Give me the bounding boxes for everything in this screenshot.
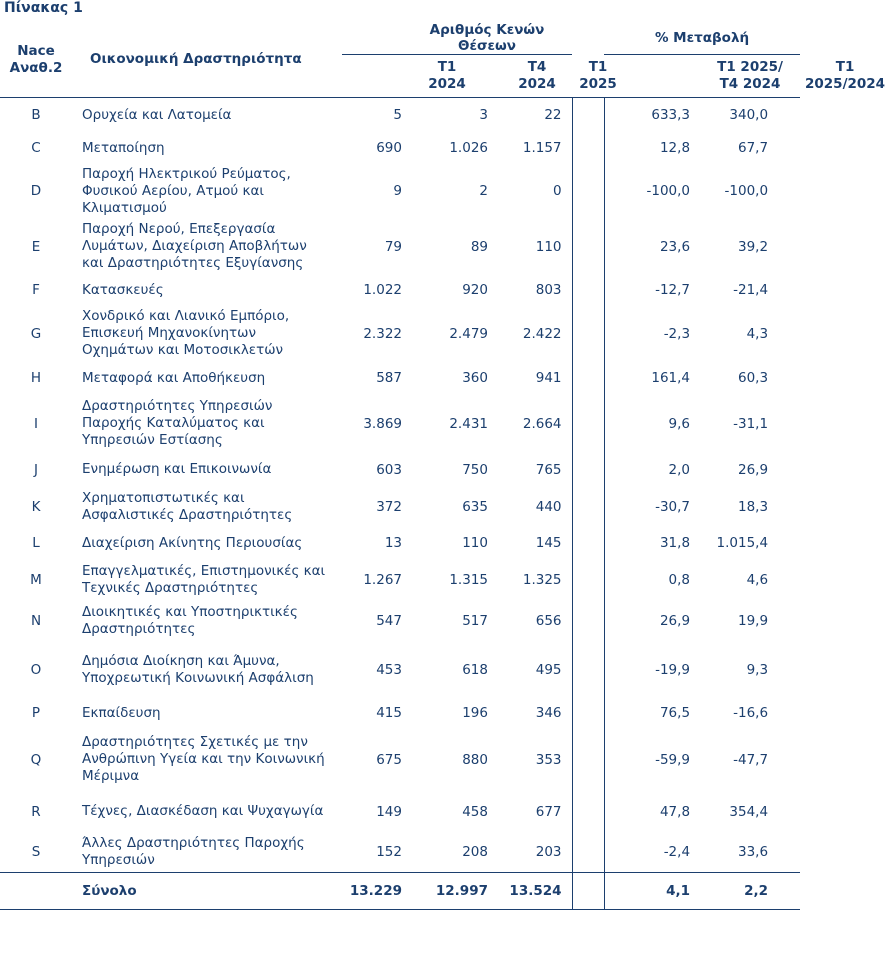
vacancies-t1-2024: 675 bbox=[376, 751, 402, 768]
nace-code: Q bbox=[30, 751, 42, 768]
nace-code: F bbox=[32, 282, 40, 298]
vacancies-t4-2024: 89 bbox=[470, 238, 488, 255]
vacancies-t1-2025: 440 bbox=[535, 498, 562, 515]
nace-code: S bbox=[31, 844, 41, 861]
vacancies-t1-2024: 9 bbox=[393, 183, 402, 199]
header-col-q-over-q: Τ1 2025/ Τ4 2024 bbox=[717, 59, 783, 92]
vacancies-t4-2024: 1.026 bbox=[449, 140, 488, 156]
column-gap bbox=[572, 164, 604, 219]
activity-name: Μεταφορά και Αποθήκευση bbox=[82, 369, 266, 386]
column-gap bbox=[572, 487, 604, 527]
table-row bbox=[0, 98, 800, 133]
table-row bbox=[0, 527, 800, 560]
table-title: Πίνακας 1 bbox=[4, 0, 83, 16]
activity-name: Μεταποίηση bbox=[82, 139, 165, 156]
vacancies-t1-2025: 353 bbox=[535, 751, 562, 768]
vacancies-t4-2024: 618 bbox=[462, 662, 488, 678]
column-gap bbox=[572, 600, 604, 643]
column-gap bbox=[572, 833, 604, 873]
table-row bbox=[0, 643, 800, 698]
activity-name: Δραστηριότητες Υπηρεσιών Παροχής Καταλύματος και Υπηρεσιών Εστίασης bbox=[82, 398, 273, 448]
header-col-t1-2024: Τ1 2024 bbox=[428, 59, 466, 92]
vacancies-t1-2024: 79 bbox=[384, 238, 402, 255]
activity-name: Άλλες Δραστηριότητες Παροχής Υπηρεσιών bbox=[82, 835, 305, 869]
vacancies-t1-2025: 1.157 bbox=[522, 140, 562, 156]
change-q-over-q: -12,7 bbox=[655, 282, 691, 298]
change-y-over-y: 26,9 bbox=[737, 461, 769, 478]
table-row bbox=[0, 133, 800, 164]
nace-code: C bbox=[31, 140, 41, 156]
change-y-over-y: 19,9 bbox=[737, 613, 769, 629]
vacancies-t1-2024: 3.869 bbox=[363, 415, 402, 432]
nace-code: B bbox=[31, 107, 41, 124]
vacancies-t1-2025: 110 bbox=[535, 238, 562, 255]
activity-name: Τέχνες, Διασκέδαση και Ψυχαγωγία bbox=[82, 803, 324, 819]
activity-name: Εκπαίδευση bbox=[82, 704, 161, 721]
header-col-t1-2025: Τ1 2025 bbox=[579, 58, 617, 92]
activity-name: Διαχείριση Ακίνητης Περιουσίας bbox=[82, 534, 303, 551]
change-q-over-q: 0,8 bbox=[668, 571, 691, 588]
activity-name: Παροχή Νερού, Επεξεργασία Λυμάτων, Διαχείριση Αποβλήτων και Δραστηριότητες Εξυγίανσης bbox=[82, 221, 307, 271]
change-q-over-q: -30,7 bbox=[655, 498, 691, 515]
column-gap bbox=[572, 362, 604, 395]
vacancies-t1-2024: 13 bbox=[384, 535, 402, 551]
vacancies-t1-2025: 941 bbox=[535, 370, 562, 386]
column-gap bbox=[572, 453, 604, 487]
nace-code: P bbox=[31, 705, 41, 721]
column-gap bbox=[572, 219, 604, 275]
total-row bbox=[0, 873, 800, 910]
header-nace: Nace Αναθ.2 bbox=[9, 42, 63, 76]
column-gap bbox=[572, 98, 604, 133]
nace-code: L bbox=[32, 535, 40, 551]
header-vacancies-group: Αριθμός Κενών Θέσεων bbox=[342, 22, 572, 55]
activity-name: Δημόσια Διοίκηση και Άμυνα, Υποχρεωτική Κοινωνική Ασφάλιση bbox=[82, 653, 314, 686]
activity-name: Διοικητικές και Υποστηρικτικές Δραστηριότητες bbox=[82, 604, 298, 637]
vacancies-t1-2024: 2.322 bbox=[363, 325, 402, 342]
table-row bbox=[0, 698, 800, 729]
change-y-over-y: 67,7 bbox=[737, 140, 769, 156]
vacancies-t4-2024: 750 bbox=[462, 461, 488, 478]
activity-name: Δραστηριότητες Σχετικές με την Ανθρώπινη Υγεία και την Κοινωνική Μέριμνα bbox=[82, 734, 325, 784]
vacancies-t4-2024: 2 bbox=[479, 183, 488, 199]
vacancies-t1-2025: 145 bbox=[535, 535, 562, 551]
vacancies-t1-2024: 1.267 bbox=[363, 571, 402, 588]
change-q-over-q: -2,3 bbox=[663, 325, 691, 342]
change-y-over-y: -16,6 bbox=[733, 705, 769, 721]
column-gap bbox=[572, 133, 604, 164]
vacancies-t1-2025: 495 bbox=[535, 662, 562, 678]
vacancies-t1-2025: 656 bbox=[535, 613, 562, 629]
vacancies-t4-2024: 880 bbox=[462, 751, 488, 768]
change-y-over-y: -100,0 bbox=[724, 183, 769, 199]
column-gap bbox=[572, 643, 604, 698]
table-row bbox=[0, 362, 800, 395]
column-gap bbox=[572, 791, 604, 833]
activity-name: Χονδρικό και Λιανικό Εμπόριο, Επισκευή Μηχανοκίνητων Οχημάτων και Μοτοσικλετών bbox=[82, 308, 290, 358]
change-q-over-q: 12,8 bbox=[659, 140, 691, 156]
nace-code: J bbox=[34, 461, 38, 478]
vacancies-t4-2024: 196 bbox=[462, 705, 488, 721]
table-row bbox=[0, 306, 800, 362]
change-y-over-y: 9,3 bbox=[746, 662, 769, 678]
vacancies-t1-2024: 415 bbox=[376, 705, 402, 721]
change-y-over-y: 4,6 bbox=[746, 571, 769, 588]
table-row bbox=[0, 275, 800, 306]
change-y-over-y: 18,3 bbox=[737, 498, 769, 515]
nace-code: D bbox=[30, 183, 42, 199]
column-gap bbox=[572, 306, 604, 362]
vacancies-t1-2025: 803 bbox=[535, 282, 562, 298]
header-col-t4-2024: Τ4 2024 bbox=[518, 59, 556, 92]
change-y-over-y: 33,6 bbox=[737, 844, 769, 861]
table-row bbox=[0, 219, 800, 275]
vacancies-t4-2024: 2.431 bbox=[449, 415, 488, 432]
vacancies-table: Nace Αναθ.2 Οικονομική Δραστηριότητα Αριθμός Κενών Θέσεων % Μεταβολή Τ1 2024 Τ4 2024 Τ1 2025 Τ1 2025/ Τ4 2024 Τ1 2025/2024 B Ορυχεία και Λατομεία 5 3 22 633,3 340,0 C Μεταποίηση 690 1.026 1.157 12,8 67,7 D Παροχή Ηλεκτρικού Ρεύματος, Φυσικού Αερίου, Ατμού και Κλιματισμού 9 2 0 -100,0 -100,0 E Παροχή Νερού, Επεξεργασία Λυμάτων, Διαχείριση Αποβλήτων και Δραστηριότητες Εξυγίανσης 79 89 110 23,6 39,2 F Κατασκευές 1.022 920 803 -12,7 -21,4 G Χονδρικό και Λιανικό Εμπόριο, Επισκευή Μηχανοκίνητων Οχημάτων και Μοτοσικλετών 2.322 2.479 2.422 -2,3 4,3 H Μεταφορά και Αποθήκευση 587 360 941 161,4 60,3 I Δραστηριότητες Υπηρεσιών Παροχής Καταλύματος και Υπηρεσιών Εστίασης 3.869 2.431 2.664 9,6 -31,1 J Ενημέρωση και Επικοινωνία 603 750 765 2,0 26,9 K Χρηματοπιστωτικές και Ασφαλιστικές Δραστηριότητες 372 635 440 -30,7 18,3 L Διαχείριση Ακίνητης Περιουσίας 13 110 145 31,8 1.015,4 M Επαγγελματικές, Επιστημονικές και Τεχνικές Δραστηριότητες 1.267 1.315 1.325 0,8 4,6 N Διοικητικές και Υποστηρικτικές Δραστηριότητες 547 517 656 26,9 19,9 O Δημόσια Διοίκηση και Άμυνα, Υποχρεωτική Κοινωνική Ασφάλιση 453 618 495 -19,9 9,3 P Εκπαίδευση 415 196 346 76,5 -16,6 Q Δραστηριότητες Σχετικές με την Ανθρώπινη Υγεία και την Κοινωνική Μέριμνα 675 880 353 -59,9 -47,7 R Τέχνες, Διασκέδαση και Ψυχαγωγία 149 458 677 47,8 354,4 S Άλλες Δραστηριότητες Παροχής Υπηρεσιών 152 208 203 -2,4 33,6 Σύνολο 13.229 12.997 13.524 4,1 2,2 bbox=[0, 22, 800, 910]
nace-code: G bbox=[30, 325, 42, 342]
vacancies-t4-2024: 3 bbox=[479, 107, 488, 124]
activity-name: Ενημέρωση και Επικοινωνία bbox=[82, 461, 272, 477]
table-row bbox=[0, 164, 800, 219]
vacancies-t1-2025: 1.325 bbox=[522, 571, 562, 588]
vacancies-t1-2024: 5 bbox=[393, 107, 402, 124]
change-y-over-y: 354,4 bbox=[729, 803, 769, 820]
nace-code: M bbox=[30, 571, 42, 588]
vacancies-t1-2024: 152 bbox=[376, 844, 402, 861]
change-y-over-y: 4,3 bbox=[746, 325, 769, 342]
change-y-over-y: 60,3 bbox=[737, 370, 769, 386]
vacancies-t1-2025: 2.422 bbox=[522, 325, 562, 342]
change-q-over-q: 2,0 bbox=[668, 461, 691, 478]
nace-code: E bbox=[31, 238, 41, 255]
vacancies-t1-2024: 547 bbox=[376, 613, 402, 629]
activity-name: Χρηματοπιστωτικές και Ασφαλιστικές Δραστηριότητες bbox=[82, 489, 293, 523]
table-row bbox=[0, 453, 800, 487]
table-row bbox=[0, 833, 800, 873]
total-q-over-q: 4,1 bbox=[604, 873, 700, 910]
table-row bbox=[0, 791, 800, 833]
change-q-over-q: 76,5 bbox=[659, 705, 691, 721]
nace-code: N bbox=[30, 613, 42, 629]
activity-name: Παροχή Ηλεκτρικού Ρεύματος, Φυσικού Αερίου, Ατμού και Κλιματισμού bbox=[82, 165, 291, 216]
header-change-group: % Μεταβολή bbox=[604, 22, 800, 55]
vacancies-t1-2025: 346 bbox=[535, 705, 562, 721]
header-activity: Οικονομική Δραστηριότητα bbox=[90, 51, 302, 67]
vacancies-t1-2025: 2.664 bbox=[522, 415, 562, 432]
column-gap bbox=[572, 729, 604, 791]
table-row bbox=[0, 729, 800, 791]
change-q-over-q: 23,6 bbox=[659, 238, 691, 255]
total-t1-2024: 13.229 bbox=[342, 873, 402, 910]
column-gap bbox=[572, 560, 604, 600]
change-q-over-q: -19,9 bbox=[655, 662, 691, 678]
vacancies-t1-2024: 603 bbox=[376, 461, 402, 478]
change-q-over-q: -100,0 bbox=[646, 183, 691, 199]
nace-code: O bbox=[30, 662, 42, 678]
change-q-over-q: 161,4 bbox=[651, 370, 691, 386]
change-q-over-q: 47,8 bbox=[659, 803, 691, 820]
column-gap bbox=[572, 698, 604, 729]
vacancies-t1-2024: 372 bbox=[376, 498, 402, 515]
activity-name: Ορυχεία και Λατομεία bbox=[82, 106, 232, 123]
change-q-over-q: 31,8 bbox=[659, 535, 691, 551]
change-q-over-q: -2,4 bbox=[663, 844, 691, 861]
vacancies-t4-2024: 517 bbox=[462, 613, 488, 629]
change-y-over-y: -21,4 bbox=[733, 282, 769, 298]
vacancies-t4-2024: 458 bbox=[462, 803, 488, 820]
vacancies-t4-2024: 110 bbox=[462, 535, 488, 551]
vacancies-t4-2024: 920 bbox=[462, 282, 488, 298]
total-label: Σύνολο bbox=[72, 873, 342, 910]
vacancies-t1-2025: 203 bbox=[535, 844, 562, 861]
vacancies-t1-2024: 453 bbox=[376, 662, 402, 678]
nace-code: H bbox=[30, 370, 42, 386]
change-q-over-q: 9,6 bbox=[668, 415, 691, 432]
table-row bbox=[0, 560, 800, 600]
vacancies-t1-2024: 587 bbox=[376, 370, 402, 386]
nace-code: I bbox=[34, 415, 38, 432]
column-gap bbox=[572, 527, 604, 560]
vacancies-t4-2024: 360 bbox=[462, 370, 488, 386]
total-t4-2024: 12.997 bbox=[402, 873, 492, 910]
change-q-over-q: -59,9 bbox=[655, 751, 691, 768]
nace-code: K bbox=[31, 498, 41, 515]
total-spacer bbox=[0, 873, 72, 910]
table-row bbox=[0, 395, 800, 453]
change-q-over-q: 26,9 bbox=[659, 613, 691, 629]
vacancies-t1-2024: 690 bbox=[376, 140, 402, 156]
change-y-over-y: 1.015,4 bbox=[716, 535, 769, 551]
column-gap bbox=[572, 275, 604, 306]
nace-code: R bbox=[31, 803, 41, 820]
vacancies-t4-2024: 208 bbox=[462, 844, 488, 861]
vacancies-t4-2024: 2.479 bbox=[449, 325, 488, 342]
change-y-over-y: 39,2 bbox=[737, 238, 769, 255]
total-t1-2025: 13.524 bbox=[492, 873, 572, 910]
vacancies-t4-2024: 1.315 bbox=[449, 571, 488, 588]
vacancies-t1-2024: 1.022 bbox=[363, 282, 402, 298]
vacancies-t4-2024: 635 bbox=[462, 498, 488, 515]
vacancies-t1-2025: 0 bbox=[552, 183, 562, 199]
table-row bbox=[0, 487, 800, 527]
change-y-over-y: -47,7 bbox=[733, 751, 769, 768]
column-gap bbox=[572, 873, 604, 910]
vacancies-t1-2025: 22 bbox=[544, 107, 562, 124]
activity-name: Κατασκευές bbox=[82, 281, 164, 298]
vacancies-t1-2024: 149 bbox=[376, 803, 402, 820]
vacancies-t1-2025: 765 bbox=[535, 461, 562, 478]
activity-name: Επαγγελματικές, Επιστημονικές και Τεχνικές Δραστηριότητες bbox=[82, 562, 326, 596]
total-y-over-y: 2,2 bbox=[700, 873, 800, 910]
column-gap bbox=[572, 395, 604, 453]
table-row bbox=[0, 600, 800, 643]
vacancies-t1-2025: 677 bbox=[535, 803, 562, 820]
change-y-over-y: -31,1 bbox=[733, 415, 769, 432]
change-y-over-y: 340,0 bbox=[729, 107, 769, 124]
change-q-over-q: 633,3 bbox=[651, 107, 691, 124]
